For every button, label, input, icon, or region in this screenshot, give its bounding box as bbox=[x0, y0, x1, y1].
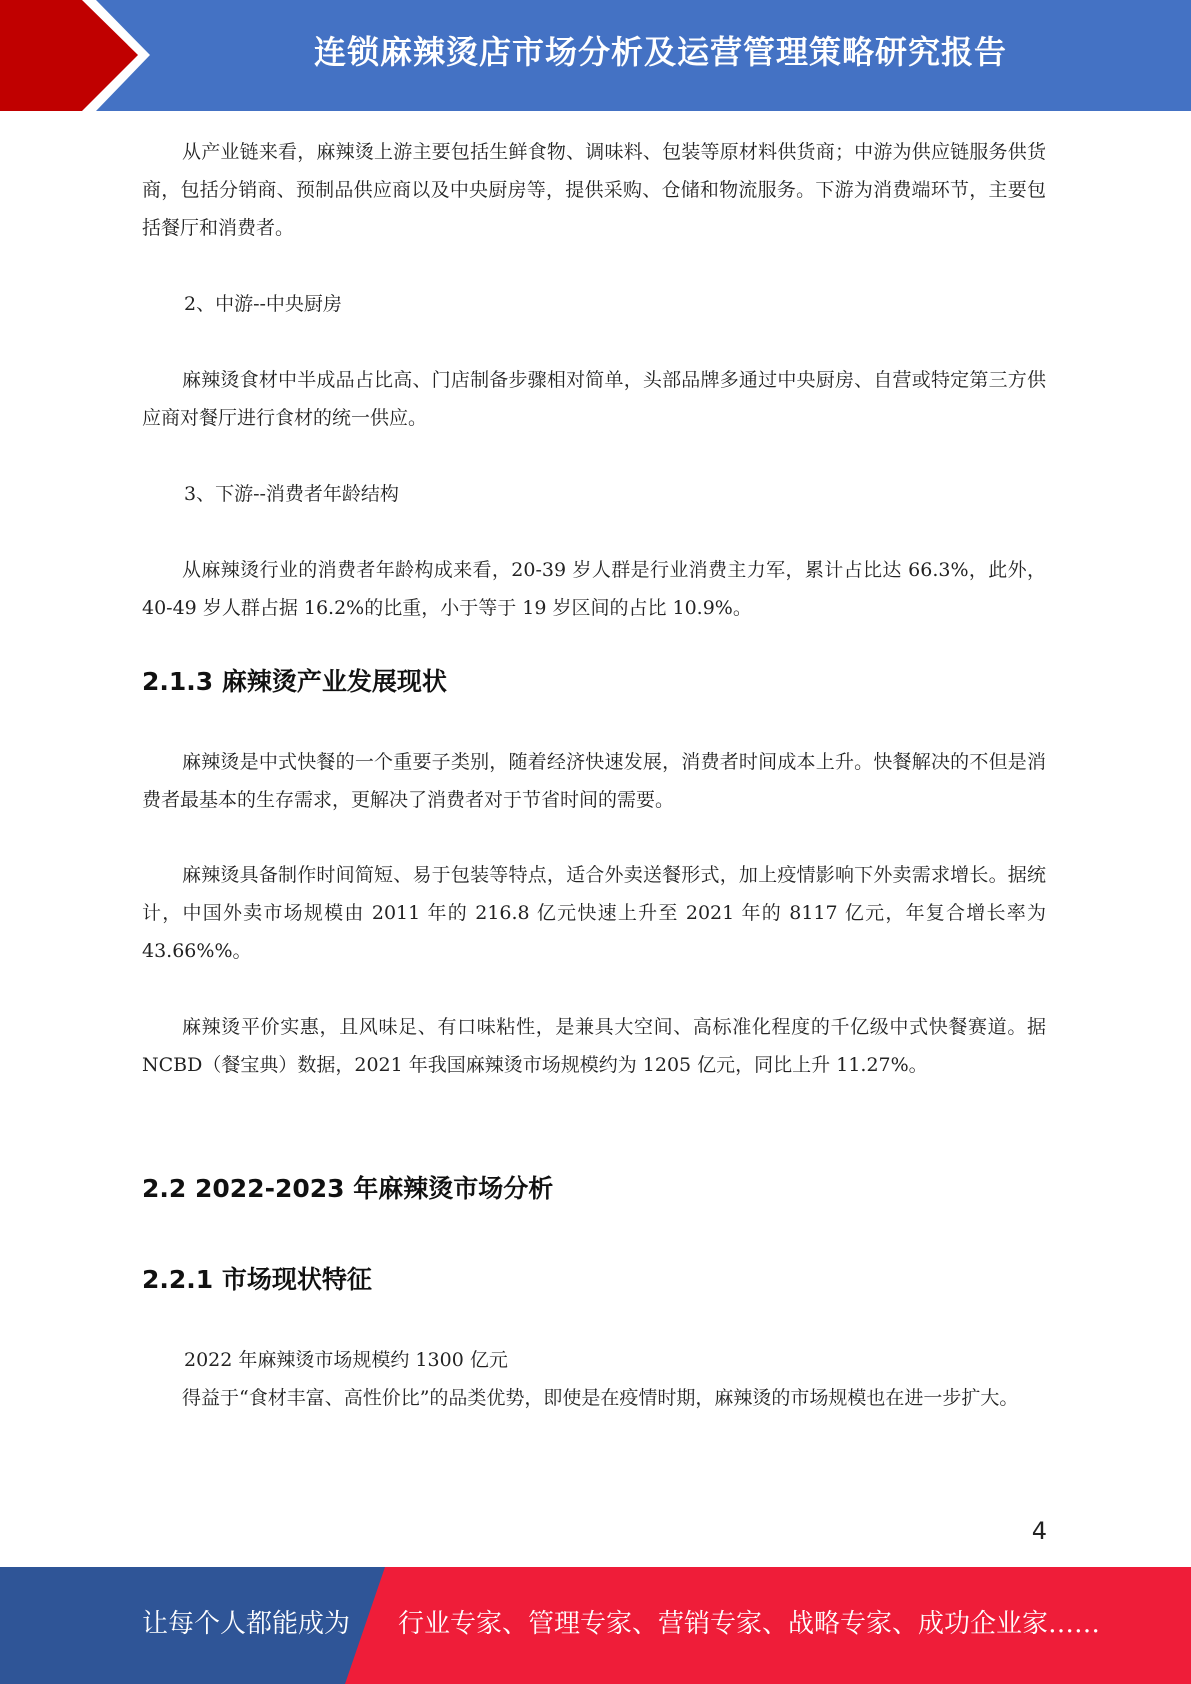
paragraph-category-advantage: 得益于“食材丰富、高性价比”的品类优势，即使是在疫情时期，麻辣烫的市场规模也在进一步扩大。 bbox=[182, 1387, 1019, 1409]
paragraph-market-size-2021: 麻辣烫平价实惠，且风味足、有口味粘性，是兼具大空间、高标准化程度的千亿级中式快餐赛道。据 NCBD（餐宝典）数据，2021 年我国麻辣烫市场规模约为 1205 亿元，同比上升 11.27%。 bbox=[142, 1016, 1046, 1076]
paragraph-fast-food: 麻辣烫是中式快餐的一个重要子类别，随着经济快速发展，消费者时间成本上升。快餐解决的不但是消费者最基本的生存需求，更解决了消费者对于节省时间的需要。 bbox=[142, 751, 1046, 811]
paragraph-industry-chain: 从产业链来看，麻辣烫上游主要包括生鲜食物、调味料、包装等原材料供货商；中游为供应链服务供货商，包括分销商、预制品供应商以及中央厨房等，提供采购、仓储和物流服务。下游为消费端环节，主要包括餐厅和消费者。 bbox=[142, 141, 1046, 239]
header-chevron-red-decoration bbox=[0, 0, 138, 111]
footer-slogan-right: 行业专家、管理专家、营销专家、战略专家、成功企业家…… bbox=[398, 1609, 1101, 1639]
report-title: 连锁麻辣烫店市场分析及运营管理策略研究报告 bbox=[313, 33, 1007, 71]
paragraph-takeaway: 麻辣烫具备制作时间简短、易于包装等特点，适合外卖送餐形式，加上疫情影响下外卖需求增长。据统计，中国外卖市场规模由 2011 年的 216.8 亿元快速上升至 2021 年的 8117 亿元，年复合增长率为 43.66%%。 bbox=[142, 864, 1046, 962]
paragraph-age-structure: 从麻辣烫行业的消费者年龄构成来看，20-39 岁人群是行业消费主力军，累计占比达 66.3%，此外，40-49 岁人群占据 16.2%的比重，小于等于 19 岁区间的占比 10.9%。 bbox=[142, 559, 1046, 619]
heading-2-2-1: 2.2.1 市场现状特征 bbox=[142, 1265, 372, 1294]
footer-banner bbox=[0, 1567, 1191, 1684]
list-item-midstream: 2、中游--中央厨房 bbox=[184, 293, 342, 315]
header-banner bbox=[0, 0, 1191, 111]
line-market-size-2022: 2022 年麻辣烫市场规模约 1300 亿元 bbox=[184, 1349, 508, 1371]
heading-2-2: 2.2 2022-2023 年麻辣烫市场分析 bbox=[142, 1174, 554, 1203]
page-number: 4 bbox=[1031, 1517, 1047, 1545]
footer-slogan-left: 让每个人都能成为 bbox=[142, 1609, 351, 1639]
list-item-downstream: 3、下游--消费者年龄结构 bbox=[184, 483, 399, 505]
paragraph-central-kitchen: 麻辣烫食材中半成品占比高、门店制备步骤相对简单，头部品牌多通过中央厨房、自营或特定第三方供应商对餐厅进行食材的统一供应。 bbox=[142, 369, 1046, 429]
heading-2-1-3: 2.1.3 麻辣烫产业发展现状 bbox=[142, 667, 447, 696]
